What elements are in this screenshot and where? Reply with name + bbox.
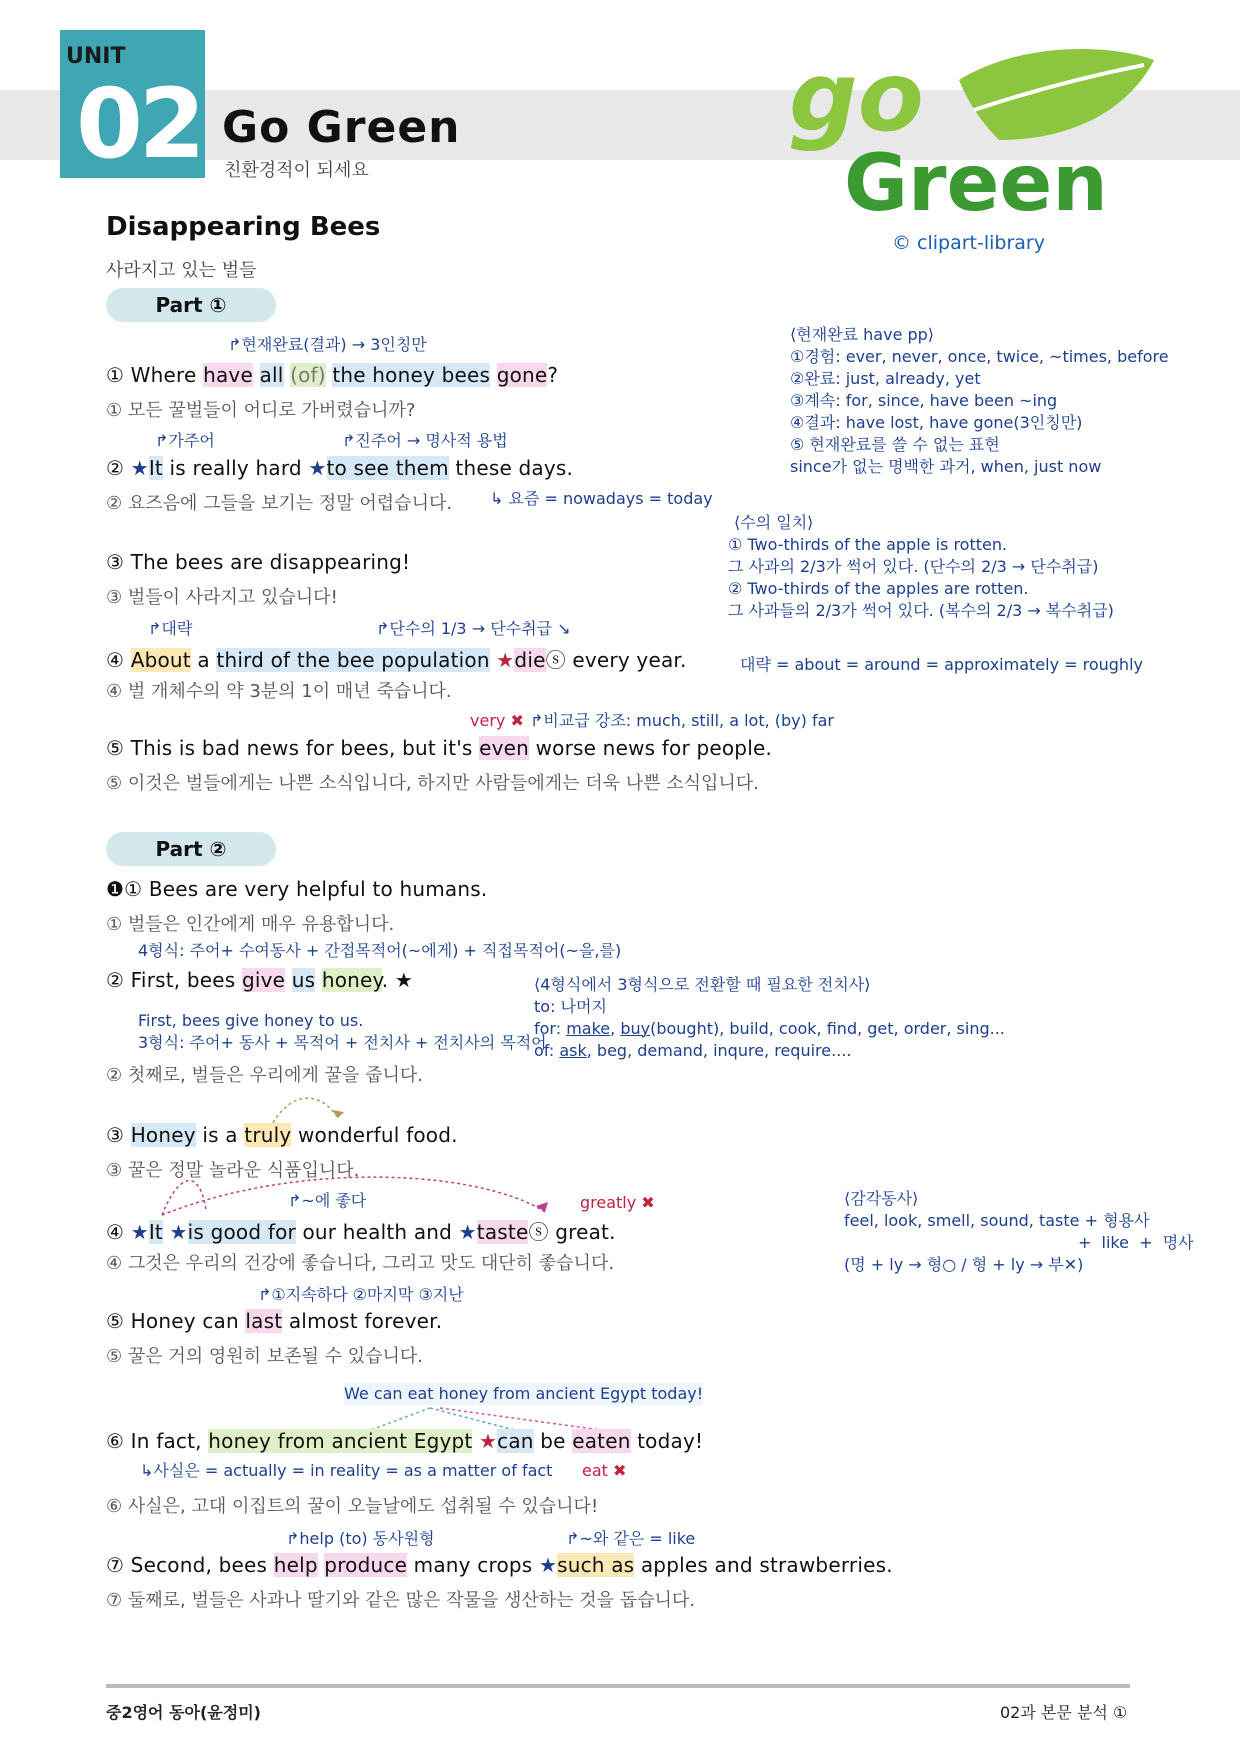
translation-2-6: ⑥ 사실은, 고대 이집트의 꿀이 오늘날에도 섭취될 수 있습니다!: [106, 1496, 599, 1517]
note-dummy-subject: ↱가주어: [155, 431, 215, 450]
translation-2-3: ③ 꿀은 정말 놀라운 식품입니다.: [106, 1160, 360, 1181]
sentence-1-2: ② ★It is really hard ★to see them these days.: [106, 456, 574, 480]
part-1-label: Part ①: [106, 288, 276, 322]
section-title: Disappearing Bees: [106, 212, 381, 242]
note-singular: ↱단수의 1/3 → 단수취급 ↘: [376, 619, 571, 638]
note-approximately: ↱대략: [148, 619, 193, 638]
sentence-1-1: ① Where have all (of) the honey bees gone?: [106, 363, 559, 387]
page-subtitle: 친환경적이 되세요: [224, 160, 369, 181]
note-very-wrong: very ✖: [470, 711, 524, 730]
translation-2-5: ⑤ 꿀은 거의 영원히 보존될 수 있습니다.: [106, 1346, 424, 1367]
note-comparative: ↱비교급 강조: much, still, a lot, (by) far: [530, 711, 834, 730]
section-subtitle: 사라지고 있는 벌들: [106, 260, 257, 281]
footer-left: 중2영어 동아(윤정미): [106, 1703, 261, 1722]
translation-2-7: ⑦ 둘째로, 벌들은 사과나 딸기와 같은 많은 작물을 생산하는 것을 돕습니다.: [106, 1590, 696, 1611]
translation-1-2: ② 요즈음에 그들을 보기는 정말 어렵습니다.: [106, 493, 453, 514]
note-form-3: 3형식: 주어+ 동사 + 목적어 + 전치사 + 전치사의 목적어: [138, 1033, 547, 1052]
page-title: Go Green: [222, 102, 461, 153]
note-good-for: ↱~에 좋다: [288, 1191, 367, 1210]
translation-2-1: ① 벌들은 인간에게 매우 유용합니다.: [106, 914, 395, 935]
sentence-1-4: ④ About a third of the bee population ★dieⓢ every year.: [106, 648, 687, 672]
sentence-2-6: ⑥ In fact, honey from ancient Egypt ★can be eaten today!: [106, 1429, 704, 1453]
unit-label: UNIT: [66, 44, 126, 69]
sentence-2-7: ⑦ Second, bees help produce many crops ★such as apples and strawberries.: [106, 1553, 893, 1577]
note-in-fact: ↳사실은 = actually = in reality = as a matter of fact: [140, 1461, 553, 1480]
note-present-perfect: ↱현재완료(결과) → 3인칭만: [228, 335, 427, 354]
translation-1-1: ① 모든 꿀벌들이 어디로 가버렸습니까?: [106, 400, 416, 421]
translation-2-2: ② 첫째로, 벌들은 우리에게 꿀을 줍니다.: [106, 1065, 424, 1086]
arrow-it-taste: [150, 1160, 570, 1220]
sentence-2-1: ❶① Bees are very helpful to humans.: [106, 877, 488, 901]
note-eat-wrong: eat ✖: [582, 1461, 627, 1480]
sentence-2-4: ④ ★It ★is good for our health and ★tasteⓢ great.: [106, 1220, 616, 1244]
go-green-logo: [784, 40, 1164, 225]
side-note-perfect: ⟨현재완료 have pp⟩ ①경험: ever, never, once, twice, ~times, before ②완료: just, already, yet ③계속: for, since, have been ~ing ④결과: have lost, have gone(3인칭만) ⑤ 현재완료를 쓸 수 없는 표현 since가 없는 명백한 과거, when, just now: [790, 325, 1169, 476]
note-active-voice: We can eat honey from ancient Egypt today!: [344, 1384, 704, 1403]
part-2-label: Part ②: [106, 832, 276, 866]
image-credit: © clipart-library: [892, 232, 1045, 254]
logo-go: go: [789, 41, 924, 153]
leaf-logo-icon: [784, 40, 1164, 225]
logo-green: Green: [844, 139, 1108, 225]
note-such-as: ↱~와 같은 = like: [566, 1529, 696, 1548]
side-note-dative: ⟨4형식에서 3형식으로 전환할 때 필요한 전치사⟩ to: 나머지 for: make, buy(bought), build, cook, find, get, order, sing... of: ask, beg, demand, inqure, require....: [534, 975, 1005, 1060]
note-greatly-wrong: greatly ✖: [580, 1193, 655, 1212]
side-note-agreement: ⟨수의 일치⟩ ① Two-thirds of the apple is rotten. 그 사과의 2/3가 썩어 있다. (단수의 2/3 → 단수취급) ② Two-thirds of the apples are rotten. 그 사과들의 2/3가 썩어 있다. (복수의 2/3 → 복수취급): [728, 513, 1114, 620]
note-real-subject: ↱진주어 → 명사적 용법: [342, 431, 508, 450]
unit-number: 02: [76, 68, 202, 180]
side-note-about: 대략 = about = around = approximately = roughly: [740, 655, 1143, 674]
side-note-sense-verbs: ⟨감각동사⟩ feel, look, smell, sound, taste + 형용사 + like + 명사 (명 + ly → 형○ / 형 + ly → 부✕): [844, 1189, 1194, 1274]
sentence-1-3: ③ The bees are disappearing!: [106, 550, 411, 574]
translation-1-5: ⑤ 이것은 벌들에게는 나쁜 소식입니다, 하지만 사람들에게는 더욱 나쁜 소식입니다.: [106, 773, 759, 794]
sentence-2-3: ③ Honey is a truly wonderful food.: [106, 1123, 458, 1147]
note-last: ↱①지속하다 ②마지막 ③지난: [258, 1285, 464, 1304]
translation-1-3: ③ 벌들이 사라지고 있습니다!: [106, 587, 338, 608]
translation-2-4: ④ 그것은 우리의 건강에 좋습니다, 그리고 맛도 대단히 좋습니다.: [106, 1253, 615, 1274]
sentence-2-2: ② First, bees give us honey. ★: [106, 968, 413, 992]
sentence-2-5: ⑤ Honey can last almost forever.: [106, 1309, 443, 1333]
sentence-1-5: ⑤ This is bad news for bees, but it's even worse news for people.: [106, 736, 773, 760]
note-example-3: First, bees give honey to us.: [138, 1011, 364, 1030]
note-help: ↱help (to) 동사원형: [286, 1529, 435, 1548]
footer-divider: [106, 1684, 1130, 1688]
footer-right: 02과 본문 분석 ①: [1000, 1703, 1128, 1722]
translation-1-4: ④ 벌 개체수의 약 3분의 1이 매년 죽습니다.: [106, 681, 452, 702]
note-form-4: 4형식: 주어+ 수여동사 + 간접목적어(~에게) + 직접목적어(~을,를): [138, 941, 622, 960]
note-nowadays: ↳ 요즘 = nowadays = today: [490, 489, 713, 508]
